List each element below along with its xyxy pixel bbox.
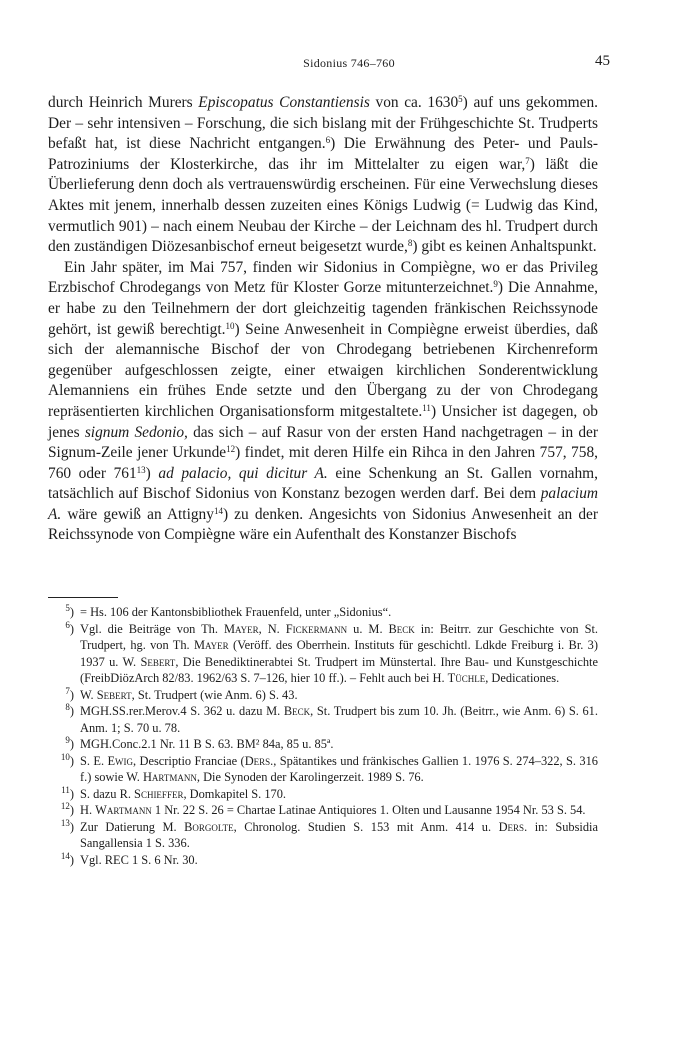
text-run: , Dedicationes. bbox=[485, 671, 560, 685]
footnote bbox=[48, 703, 598, 736]
text-run: ) findet, mit deren Hilfe ein Rihca in den Jahren 757, 758, 760 oder 761 bbox=[48, 444, 598, 482]
text-run: W. bbox=[80, 687, 97, 702]
text-run: wäre gewiß an Attigny bbox=[61, 505, 214, 523]
footnote-marker: $^7$) bbox=[65, 685, 74, 702]
text-run: eine Schenkung an St. Gallen vornahm, tatsächlich auf Bischof Sidonius von Konstanz bezogen werden darf. Bei dem bbox=[48, 464, 598, 503]
author-name: Hartmann bbox=[142, 770, 197, 784]
text-run: ) Die Annahme, er habe zu den Teilnehmern der dort gleichzeitig tagenden fränkischen Reichssynode gehört, ist gewiß berechtigt. bbox=[48, 279, 598, 338]
text-run: . in: Subsidia Sangallensia 1 S. 336. bbox=[80, 819, 599, 850]
footnote-number: 13 bbox=[60, 817, 70, 828]
body-text bbox=[48, 93, 598, 546]
text-run: , N. bbox=[258, 621, 286, 636]
footnote-rule bbox=[48, 597, 118, 598]
text-run: durch Heinrich Murers bbox=[48, 94, 199, 111]
text-run: Vgl. die Beiträge von Th. bbox=[80, 621, 224, 636]
footnote bbox=[48, 736, 598, 753]
footnote-text bbox=[80, 687, 598, 704]
italic-text: palacium A. bbox=[48, 485, 598, 523]
footnote bbox=[48, 753, 598, 786]
footnote-number: 11 bbox=[61, 784, 70, 795]
text-run: , Descriptio Franciae ( bbox=[133, 753, 245, 768]
footnote bbox=[48, 621, 598, 687]
text-run: ) gibt es keinen Anhaltspunkt. bbox=[412, 238, 597, 256]
footnote-marker: $^{13}$) bbox=[60, 817, 74, 834]
author-name: Tüchle bbox=[447, 671, 486, 685]
footnote-number: 8 bbox=[65, 702, 70, 712]
footnote-number: 5 bbox=[65, 603, 70, 613]
italic-text: ad palacio, qui dicitur A. bbox=[158, 464, 328, 482]
text-run: , Die Benediktinerabtei St. Trudpert im Münstertal. Ihre Bau- und Kunstgeschichte (FreibDiözArch 82/83. 1962/63 S. 7–126, hier 10 ff.). – Fehlt auch bei H. bbox=[80, 654, 598, 685]
footnote bbox=[48, 819, 598, 852]
footnote bbox=[48, 786, 598, 803]
footnote-marker: $^8$) bbox=[65, 702, 74, 718]
footnote bbox=[48, 604, 598, 621]
text-run: MGH.SS.rer.Merov.4 S. 362 u. dazu M. bbox=[80, 704, 284, 718]
footnote-number: 6 bbox=[65, 619, 70, 630]
text-run: S. E. bbox=[80, 753, 108, 768]
author-name: Sebert bbox=[96, 687, 132, 702]
italic-text: signum Sedonio, bbox=[84, 423, 188, 441]
footnote-number: 7 bbox=[65, 685, 70, 696]
footnote-text bbox=[80, 802, 598, 819]
text-run: MGH.Conc.2.1 Nr. 11 B S. 63. BM² 84a, 85 u. 85ª. bbox=[80, 737, 334, 751]
italic-text: Episcopatus Constantiensis bbox=[198, 94, 370, 111]
author-name: Mayer bbox=[223, 621, 259, 636]
footnote-marker: $^{12}$) bbox=[60, 801, 74, 817]
text-run: ) bbox=[145, 464, 159, 482]
footnote-reference: 7 bbox=[525, 155, 530, 166]
footnote-number: 14 bbox=[60, 850, 70, 861]
footnote-reference: 13 bbox=[136, 464, 146, 475]
footnote-number: 12 bbox=[60, 801, 70, 811]
footnote bbox=[48, 802, 598, 819]
author-name: Fickermann bbox=[285, 621, 348, 636]
text-run: Zur Datierung M. bbox=[80, 819, 185, 834]
footnote-marker: $^5$) bbox=[65, 603, 74, 619]
text-run: in: Beitrr. zur Geschichte von St. Trudpert, hg. von Th. bbox=[80, 621, 598, 652]
body-paragraph bbox=[48, 93, 598, 258]
text-run: das sich – auf Rasur von der ersten Hand nachgetragen – in der Signum-Zeile jener Urkunde bbox=[48, 423, 598, 462]
author-name: Sebert bbox=[140, 654, 176, 669]
text-run: = Hs. 106 der Kantonsbibliothek Frauenfeld, unter „Sidonius“. bbox=[80, 605, 392, 619]
footnote-number: 9 bbox=[65, 735, 70, 745]
text-run: ) Seine Anwesenheit in Compiègne erweist überdies, daß sich der alemannische Bischof der von Chrodegang betriebenen Kirchenreform gegenüber aufgeschlossen zeigte, einer etwaigen kirchlichen Sonderentwicklung Alemanniens ein frühes Ende setzte und den Übergang zu der von Chrodegang repräsentierten kirchlichen Organisationsform mitgestaltete. bbox=[48, 320, 598, 420]
author-name: Borgolte bbox=[184, 819, 234, 834]
text-run: , St. Trudpert bis zum 10. Jh. (Beitrr., wie Anm. 6) S. 61. Anm. 1; S. 70 u. 78. bbox=[80, 704, 598, 735]
footnote-marker: $^6$) bbox=[65, 619, 74, 636]
text-run: ) auf uns gekommen. Der – sehr intensiven – Forschung, die sich bislang mit der Frühgeschichte St. Trudperts befaßt hat, ist diese Nachricht entgangen. bbox=[48, 94, 599, 153]
footnote-reference: 10 bbox=[225, 320, 235, 331]
text-run: u. M. bbox=[347, 621, 389, 636]
footnote-text bbox=[80, 852, 598, 869]
author-name: Ders bbox=[244, 753, 271, 768]
text-run: ) zu denken. Angesichts von Sidonius Anwesenheit an der Reichssynode von Compiègne wäre ein Aufenthalt des Konstanzer Bischofs bbox=[48, 505, 598, 544]
footnote-text bbox=[80, 786, 598, 803]
footnote-marker: $^9$) bbox=[65, 735, 74, 751]
footnote-text bbox=[80, 703, 598, 736]
text-run: ) läßt die Überlieferung denn doch als vertrauenswürdig erscheinen. Für eine Verwechslung dieses Aktes mit jenem, innerhalb dessen zuzeiten eines Königs Ludwig (= Ludwig das Kind, vermutlich 901) – nach einem Neubau der Kirche – der Leichnam des hl. Trudpert durch den zuständigen Diözesanbischof erneut beigesetzt wurde, bbox=[48, 155, 599, 256]
text-run: ) Unsicher ist dagegen, ob jenes bbox=[48, 402, 598, 441]
footnote-marker: $^{10}$) bbox=[60, 751, 74, 768]
author-name: Beck bbox=[388, 621, 415, 636]
footnote-reference: 14 bbox=[213, 505, 223, 516]
running-title: Sidonius 746–760 bbox=[303, 56, 395, 70]
footnote-reference: 8 bbox=[407, 238, 413, 249]
text-run: ., Spätantikes und fränkisches Gallien 1. 1976 S. 274–322, S. 316 f.) sowie W. bbox=[80, 753, 598, 784]
text-run: S. dazu R. bbox=[80, 786, 135, 801]
page-number: 45 bbox=[595, 53, 610, 69]
text-run: , Domkapitel S. 170. bbox=[183, 786, 287, 801]
text-run: Vgl. REC 1 S. 6 Nr. 30. bbox=[80, 852, 198, 867]
footnote-marker: $^{11}$) bbox=[61, 784, 74, 801]
text-run: , Chronolog. Studien S. 153 mit Anm. 414 u. bbox=[233, 819, 499, 834]
footnotes bbox=[48, 604, 598, 868]
footnote-reference: 9 bbox=[493, 279, 498, 290]
footnote-text bbox=[80, 819, 598, 852]
text-run: 1 Nr. 22 S. 26 = Chartae Latinae Antiquiores 1. Olten und Lausanne 1954 Nr. 53 S. 54. bbox=[151, 803, 586, 817]
footnote-marker: $^{14}$) bbox=[60, 850, 74, 867]
footnote-text bbox=[80, 604, 598, 621]
text-run: ) Die Erwähnung des Peter- und Pauls-Patroziniums der Klosterkirche, das ihr im Mittelalter zu eigen war, bbox=[48, 135, 598, 173]
text-run: (Veröff. des Oberrhein. Instituts für geschichtl. Ldkde Freiburg i. Br. 3) 1937 u. W. bbox=[80, 638, 598, 669]
text-run: , St. Trudpert (wie Anm. 6) S. 43. bbox=[131, 687, 298, 702]
body-paragraph bbox=[48, 258, 598, 546]
author-name: Schieffer bbox=[134, 786, 184, 801]
footnote-text bbox=[80, 621, 598, 687]
text-run: von ca. 1630 bbox=[369, 94, 459, 111]
text-run: Ein Jahr später, im Mai 757, finden wir Sidonius in Compiègne, wo er das Privileg Erzbischof Chrodegangs von Metz für Kloster Gorze mitunterzeichnet. bbox=[48, 258, 598, 297]
author-name: Ders bbox=[498, 819, 525, 834]
text-run: , Die Synoden der Karolingerzeit. 1989 S. 76. bbox=[196, 770, 424, 784]
footnote-number: 10 bbox=[60, 751, 70, 762]
text-run: H. bbox=[80, 803, 96, 817]
author-name: Ewig bbox=[107, 753, 134, 768]
footnote bbox=[48, 687, 598, 704]
footnote-text bbox=[80, 736, 598, 753]
author-name: Wartmann bbox=[95, 803, 152, 817]
author-name: Beck bbox=[283, 704, 311, 718]
footnote-reference: 12 bbox=[226, 444, 236, 455]
footnote bbox=[48, 852, 598, 869]
footnote-reference: 5 bbox=[458, 94, 463, 104]
footnote-reference: 6 bbox=[325, 135, 331, 146]
running-head bbox=[48, 52, 650, 74]
footnote-reference: 11 bbox=[422, 402, 431, 413]
author-name: Mayer bbox=[193, 638, 229, 652]
footnote-text bbox=[80, 753, 598, 786]
